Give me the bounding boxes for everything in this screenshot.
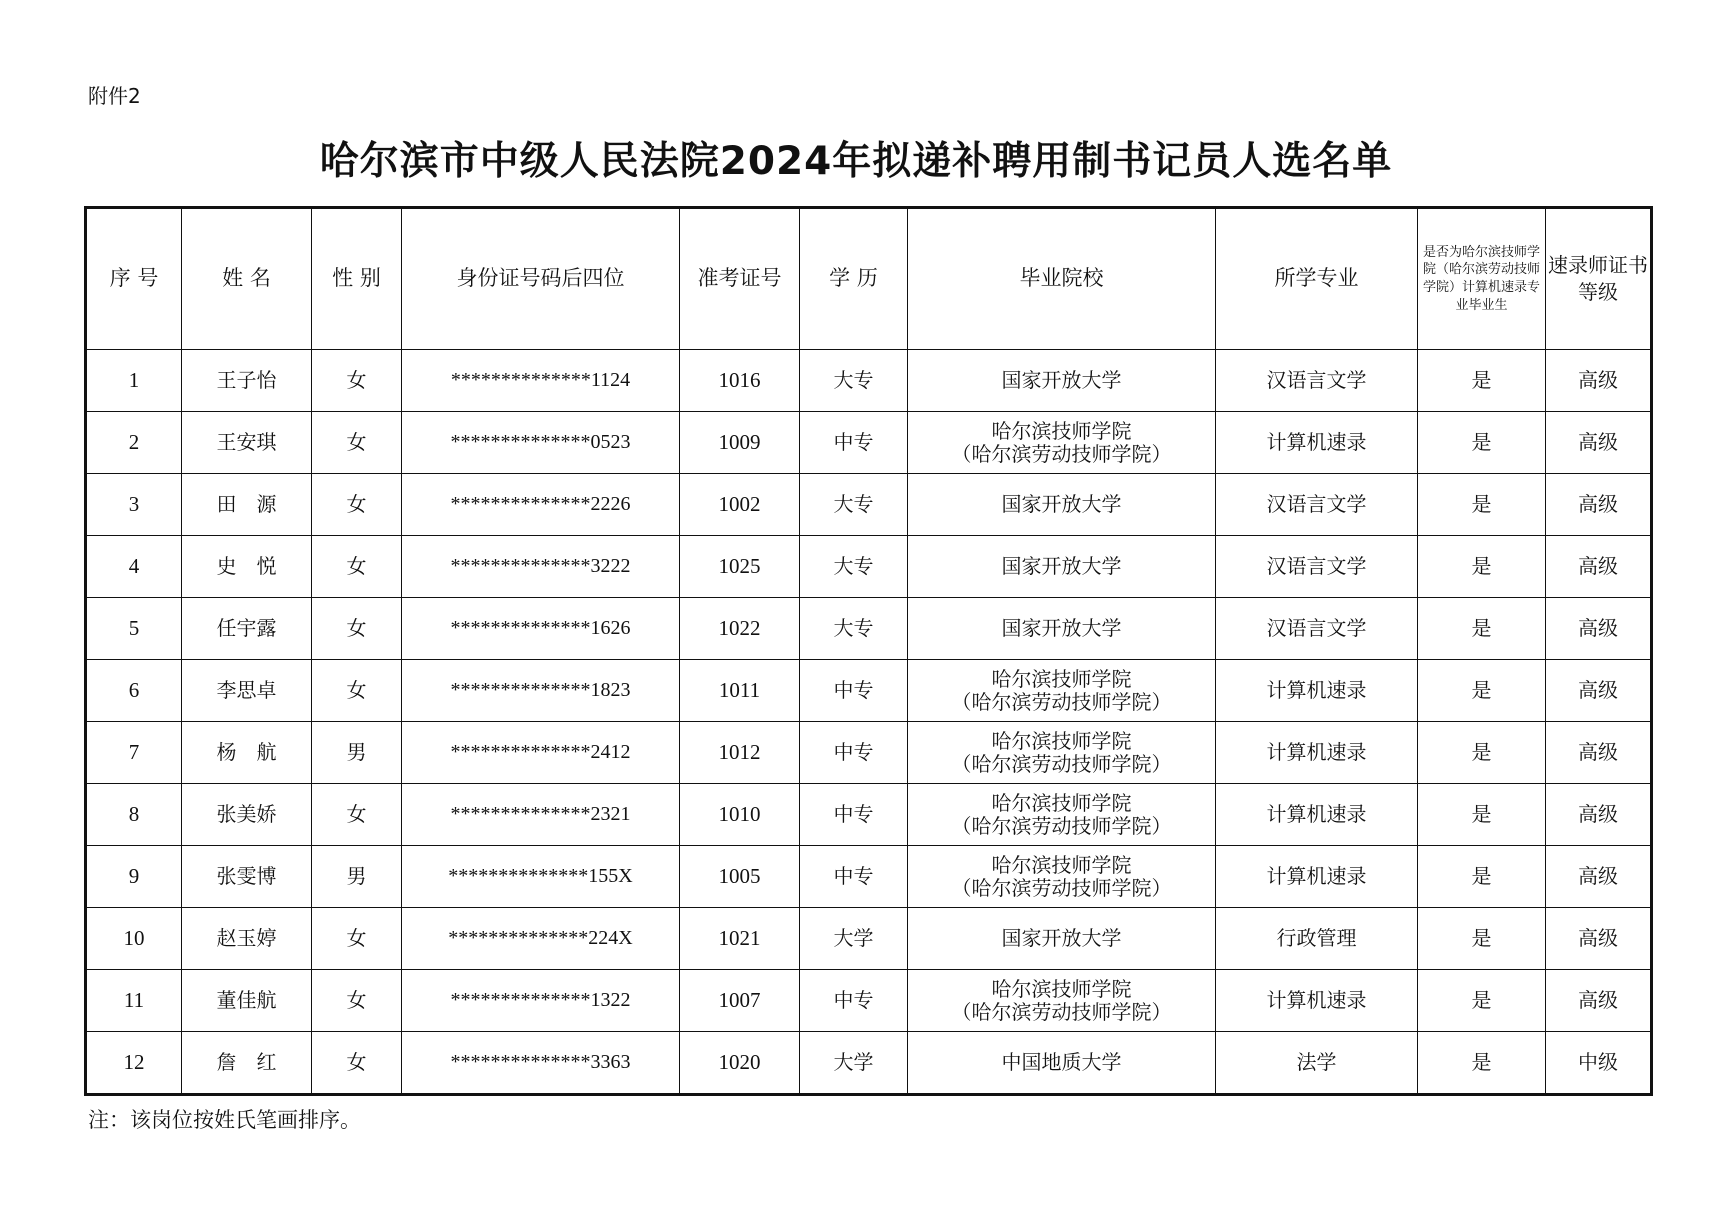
cell-exam-no: 1025 <box>680 536 800 598</box>
header-seq: 序 号 <box>86 208 182 350</box>
cell-seq: 3 <box>86 474 182 536</box>
cell-major: 计算机速录 <box>1216 660 1418 722</box>
cell-is-graduate: 是 <box>1418 722 1546 784</box>
cell-education: 大专 <box>800 536 908 598</box>
school-name-line: 哈尔滨技师学院 <box>991 976 1132 1001</box>
cell-name: 杨 航 <box>182 722 312 784</box>
cell-gender: 女 <box>312 1032 402 1095</box>
cell-name: 赵玉婷 <box>182 908 312 970</box>
cell-major: 汉语言文学 <box>1216 598 1418 660</box>
cell-school <box>908 350 1216 412</box>
cell-major: 汉语言文学 <box>1216 350 1418 412</box>
cell-is-graduate: 是 <box>1418 660 1546 722</box>
cell-exam-no: 1021 <box>680 908 800 970</box>
school-name-line: 国家开放大学 <box>1001 616 1122 640</box>
cell-gender: 男 <box>312 722 402 784</box>
cell-cert-level: 高级 <box>1546 660 1652 722</box>
cell-exam-no: 1010 <box>680 784 800 846</box>
cell-education: 中专 <box>800 846 908 908</box>
cell-name: 王安琪 <box>182 412 312 474</box>
cell-exam-no: 1009 <box>680 412 800 474</box>
cell-education: 大专 <box>800 350 908 412</box>
school-name-line: 哈尔滨技师学院 <box>991 418 1132 443</box>
cell-exam-no: 1011 <box>680 660 800 722</box>
table-row <box>86 412 1652 474</box>
cell-is-graduate: 是 <box>1418 412 1546 474</box>
school-alias-line: （哈尔滨劳动技师学院） <box>951 813 1172 838</box>
cell-education: 大学 <box>800 1032 908 1095</box>
cell-education: 中专 <box>800 784 908 846</box>
cell-school <box>908 908 1216 970</box>
school-name-line: 哈尔滨技师学院 <box>991 666 1132 691</box>
document-title: 哈尔滨市中级人民法院2024年拟递补聘用制书记员人选名单 <box>319 139 1393 184</box>
cell-seq: 5 <box>86 598 182 660</box>
cell-id-last4: **************1124 <box>402 350 680 412</box>
cell-school <box>908 598 1216 660</box>
cell-gender: 女 <box>312 970 402 1032</box>
cell-id-last4: **************2412 <box>402 722 680 784</box>
cell-gender: 女 <box>312 598 402 660</box>
cell-major: 法学 <box>1216 1032 1418 1095</box>
header-is-graduate: 是否为哈尔滨技师学院（哈尔滨劳动技师学院）计算机速录专业毕业生 <box>1418 208 1546 350</box>
cell-school <box>908 412 1216 474</box>
table-row <box>86 908 1652 970</box>
header-major: 所学专业 <box>1216 208 1418 350</box>
school-alias-line: （哈尔滨劳动技师学院） <box>951 875 1172 900</box>
cell-school <box>908 970 1216 1032</box>
cell-name: 詹 红 <box>182 1032 312 1095</box>
header-name: 姓 名 <box>182 208 312 350</box>
cell-is-graduate: 是 <box>1418 598 1546 660</box>
cell-gender: 女 <box>312 412 402 474</box>
cell-exam-no: 1016 <box>680 350 800 412</box>
cell-seq: 2 <box>86 412 182 474</box>
cell-school <box>908 536 1216 598</box>
cell-cert-level: 高级 <box>1546 536 1652 598</box>
cell-gender: 男 <box>312 846 402 908</box>
school-name-line: 国家开放大学 <box>1001 926 1122 950</box>
cell-name: 董佳航 <box>182 970 312 1032</box>
cell-major: 汉语言文学 <box>1216 536 1418 598</box>
cell-is-graduate: 是 <box>1418 474 1546 536</box>
school-name-line: 国家开放大学 <box>1001 554 1122 578</box>
cell-exam-no: 1020 <box>680 1032 800 1095</box>
cell-name: 张美娇 <box>182 784 312 846</box>
table-row <box>86 660 1652 722</box>
cell-seq: 7 <box>86 722 182 784</box>
cell-gender: 女 <box>312 474 402 536</box>
school-name-line: 哈尔滨技师学院 <box>991 728 1132 753</box>
cell-gender: 女 <box>312 660 402 722</box>
table-row <box>86 784 1652 846</box>
cell-cert-level: 高级 <box>1546 846 1652 908</box>
cell-education: 大专 <box>800 474 908 536</box>
cell-seq: 8 <box>86 784 182 846</box>
cell-name: 张雯博 <box>182 846 312 908</box>
header-education: 学 历 <box>800 208 908 350</box>
cell-exam-no: 1005 <box>680 846 800 908</box>
table-row <box>86 846 1652 908</box>
cell-exam-no: 1022 <box>680 598 800 660</box>
header-gender: 性 别 <box>312 208 402 350</box>
cell-gender: 女 <box>312 350 402 412</box>
cell-id-last4: **************155X <box>402 846 680 908</box>
cell-major: 汉语言文学 <box>1216 474 1418 536</box>
cell-name: 任宇露 <box>182 598 312 660</box>
cell-is-graduate: 是 <box>1418 908 1546 970</box>
table-body <box>86 350 1652 1095</box>
cell-major: 计算机速录 <box>1216 412 1418 474</box>
cell-seq: 9 <box>86 846 182 908</box>
cell-gender: 女 <box>312 908 402 970</box>
cell-id-last4: **************224X <box>402 908 680 970</box>
cell-seq: 1 <box>86 350 182 412</box>
cell-exam-no: 1012 <box>680 722 800 784</box>
table-row <box>86 970 1652 1032</box>
cell-name: 田 源 <box>182 474 312 536</box>
header-exam-no: 准考证号 <box>680 208 800 350</box>
cell-is-graduate: 是 <box>1418 784 1546 846</box>
cell-gender: 女 <box>312 784 402 846</box>
cell-major: 计算机速录 <box>1216 970 1418 1032</box>
cell-cert-level: 高级 <box>1546 908 1652 970</box>
table-header-row <box>86 208 1652 350</box>
cell-id-last4: **************2226 <box>402 474 680 536</box>
cell-id-last4: **************1322 <box>402 970 680 1032</box>
cell-cert-level: 中级 <box>1546 1032 1652 1095</box>
table-row <box>86 722 1652 784</box>
school-name-line: 国家开放大学 <box>1001 368 1122 392</box>
cell-major: 行政管理 <box>1216 908 1418 970</box>
cell-school <box>908 660 1216 722</box>
school-alias-line: （哈尔滨劳动技师学院） <box>951 999 1172 1024</box>
header-cert-level: 速录师证书等级 <box>1546 208 1652 350</box>
school-alias-line: （哈尔滨劳动技师学院） <box>951 441 1172 466</box>
cell-name: 史 悦 <box>182 536 312 598</box>
header-school: 毕业院校 <box>908 208 1216 350</box>
cell-education: 中专 <box>800 660 908 722</box>
header-id-last4: 身份证号码后四位 <box>402 208 680 350</box>
cell-id-last4: **************3222 <box>402 536 680 598</box>
cell-id-last4: **************1626 <box>402 598 680 660</box>
cell-education: 中专 <box>800 970 908 1032</box>
cell-gender: 女 <box>312 536 402 598</box>
cell-major: 计算机速录 <box>1216 784 1418 846</box>
cell-is-graduate: 是 <box>1418 970 1546 1032</box>
school-name-line: 中国地质大学 <box>1001 1050 1122 1074</box>
table-row <box>86 598 1652 660</box>
school-alias-line: （哈尔滨劳动技师学院） <box>951 689 1172 714</box>
cell-cert-level: 高级 <box>1546 350 1652 412</box>
cell-seq: 10 <box>86 908 182 970</box>
school-name-line: 哈尔滨技师学院 <box>991 790 1132 815</box>
cell-is-graduate: 是 <box>1418 536 1546 598</box>
table-row <box>86 474 1652 536</box>
school-name-line: 国家开放大学 <box>1001 492 1122 516</box>
table-row <box>86 1032 1652 1095</box>
cell-id-last4: **************0523 <box>402 412 680 474</box>
cell-exam-no: 1002 <box>680 474 800 536</box>
cell-cert-level: 高级 <box>1546 598 1652 660</box>
table-row <box>86 350 1652 412</box>
cell-is-graduate: 是 <box>1418 846 1546 908</box>
cell-education: 中专 <box>800 412 908 474</box>
cell-id-last4: **************2321 <box>402 784 680 846</box>
cell-cert-level: 高级 <box>1546 412 1652 474</box>
cell-id-last4: **************1823 <box>402 660 680 722</box>
cell-school <box>908 1032 1216 1095</box>
cell-exam-no: 1007 <box>680 970 800 1032</box>
school-name-line: 哈尔滨技师学院 <box>991 852 1132 877</box>
cell-name: 王子怡 <box>182 350 312 412</box>
cell-seq: 4 <box>86 536 182 598</box>
footnote: 注：该岗位按姓氏笔画排序。 <box>88 1108 361 1132</box>
cell-cert-level: 高级 <box>1546 722 1652 784</box>
cell-is-graduate: 是 <box>1418 350 1546 412</box>
cell-major: 计算机速录 <box>1216 846 1418 908</box>
cell-is-graduate: 是 <box>1418 1032 1546 1095</box>
cell-id-last4: **************3363 <box>402 1032 680 1095</box>
cell-cert-level: 高级 <box>1546 784 1652 846</box>
cell-school <box>908 846 1216 908</box>
cell-name: 李思卓 <box>182 660 312 722</box>
cell-cert-level: 高级 <box>1546 970 1652 1032</box>
cell-school <box>908 784 1216 846</box>
cell-education: 大专 <box>800 598 908 660</box>
cell-education: 中专 <box>800 722 908 784</box>
school-alias-line: （哈尔滨劳动技师学院） <box>951 751 1172 776</box>
cell-school <box>908 474 1216 536</box>
table-row <box>86 536 1652 598</box>
cell-seq: 12 <box>86 1032 182 1095</box>
attachment-label: 附件2 <box>88 84 141 108</box>
cell-seq: 11 <box>86 970 182 1032</box>
candidate-table <box>84 206 1653 1096</box>
cell-seq: 6 <box>86 660 182 722</box>
cell-major: 计算机速录 <box>1216 722 1418 784</box>
cell-cert-level: 高级 <box>1546 474 1652 536</box>
cell-education: 大学 <box>800 908 908 970</box>
cell-school <box>908 722 1216 784</box>
